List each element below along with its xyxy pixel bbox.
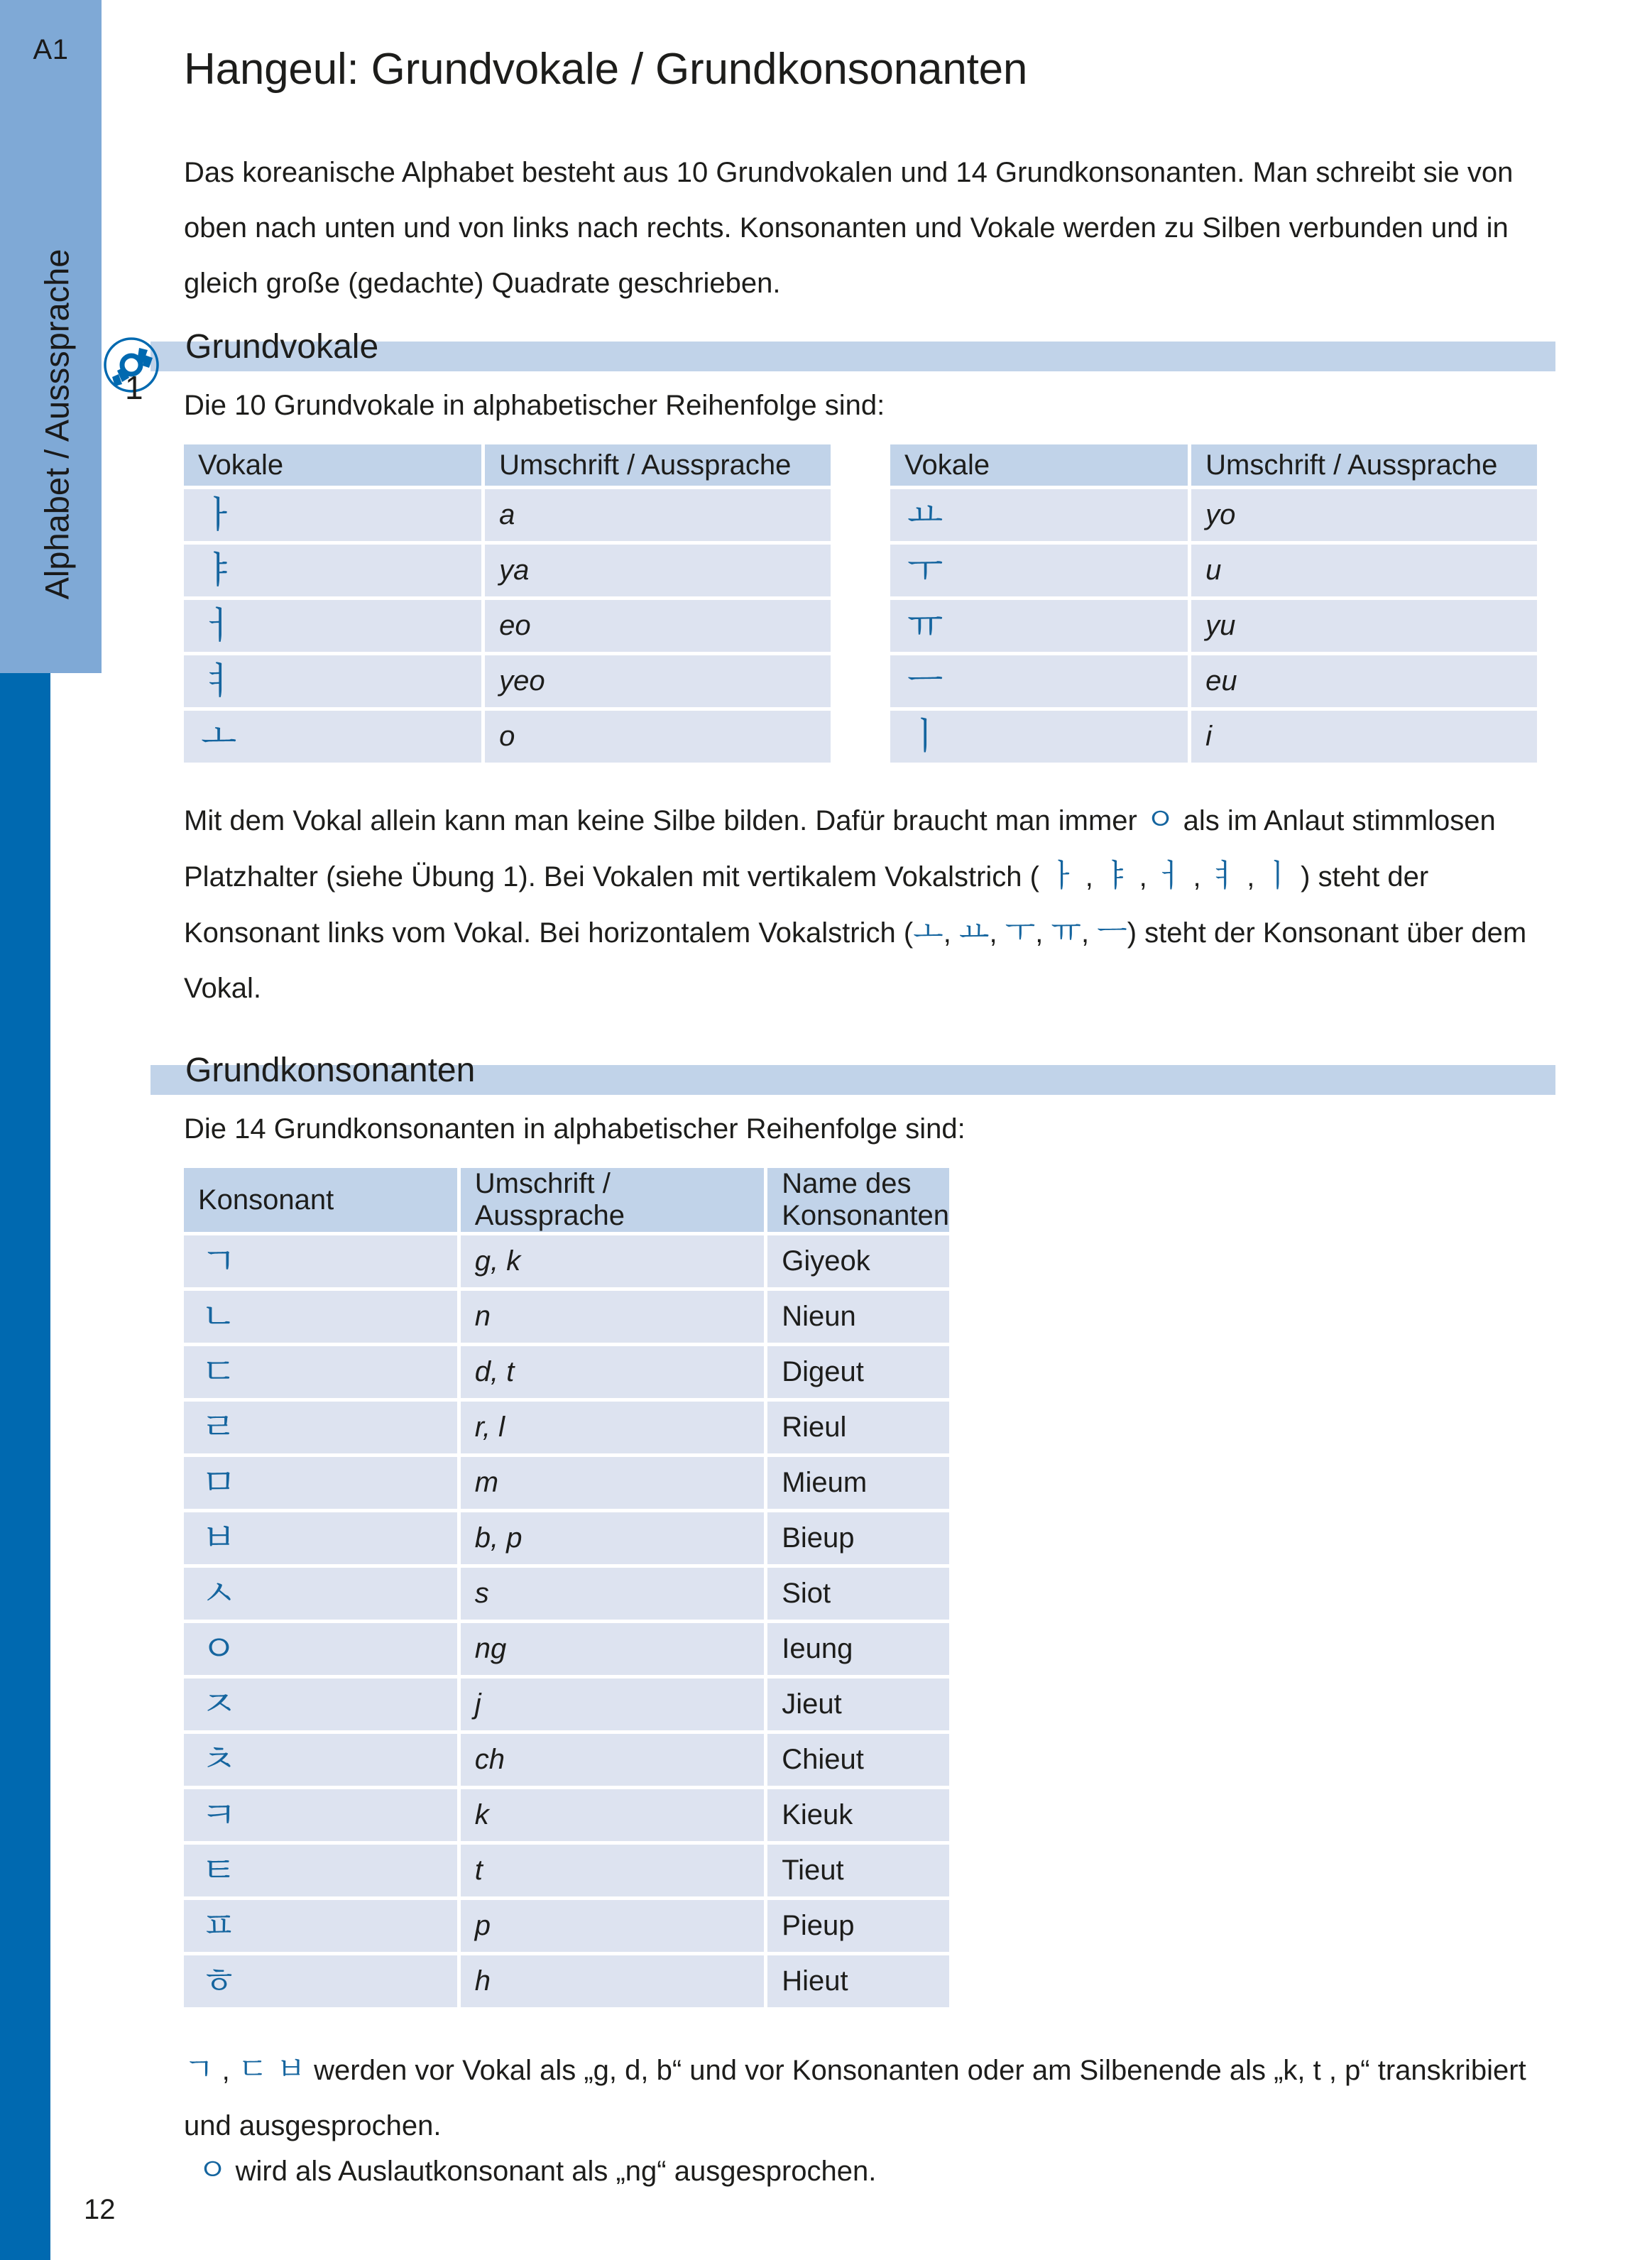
table-row	[890, 711, 1537, 763]
vowel-glyph-cell	[890, 711, 1191, 763]
transcription-cell	[461, 1568, 767, 1623]
table-row	[184, 1568, 949, 1623]
table-row	[184, 1346, 949, 1402]
transcription-cell	[461, 1623, 767, 1678]
transcription-text: j	[474, 1688, 481, 1720]
transcription-text: a	[499, 499, 515, 530]
consonant-name-cell	[767, 1845, 949, 1900]
hangul-glyph-inline: ㅣ	[1262, 858, 1293, 894]
consonant-name-text: Chieut	[782, 1744, 864, 1775]
hangul-glyph: ㅌ	[201, 1849, 237, 1892]
hangul-glyph: ㅁ	[201, 1461, 237, 1505]
vowel-glyph-cell	[890, 545, 1191, 600]
consonants-table	[184, 1168, 949, 2007]
vowel-glyph-cell	[184, 545, 485, 600]
note-text: ,	[1035, 917, 1051, 949]
consonant-glyph-cell	[184, 1512, 461, 1568]
consonant-name-cell	[767, 1900, 949, 1955]
note-text: wird als Auslautkonsonant als „ng“ ausgesprochen.	[227, 2156, 877, 2187]
table-row	[184, 1734, 949, 1789]
audio-track-number: 1	[125, 369, 143, 406]
page-number: 12	[84, 2194, 116, 2225]
hangul-glyph: ㅊ	[201, 1738, 237, 1781]
transcription-text: ng	[474, 1633, 507, 1664]
consonant-name-text: Digeut	[782, 1356, 864, 1387]
vowel-note-paragraph	[184, 792, 1555, 1016]
transcription-text: k	[474, 1799, 489, 1830]
consonant-name-cell	[767, 1402, 949, 1457]
transcription-cell	[485, 711, 831, 763]
hangul-glyph-inline: ㅇ	[197, 2152, 228, 2188]
intro-paragraph: Das koreanische Alphabet besteht aus 10 Grundvokalen und 14 Grundkonsonanten. Man schreibt sie von oben nach unten und von links nach rechts. Konsonanten und Vokale werden zu Silben verbunden und in gleich große (gedachte) Quadrate geschrieben.	[184, 157, 1514, 299]
hangul-glyph: ㅋ	[201, 1794, 237, 1837]
table-row	[184, 600, 831, 655]
transcription-text: g, k	[474, 1245, 521, 1277]
transcription-text: o	[499, 721, 515, 752]
vowel-glyph-cell	[890, 655, 1191, 711]
note-text: ,	[214, 2055, 238, 2086]
transcription-cell	[485, 655, 831, 711]
consonant-name-cell	[767, 1623, 949, 1678]
hangul-glyph-inline: ㅇ	[1144, 802, 1176, 838]
transcription-cell	[461, 1235, 767, 1291]
hangul-glyph: ㅈ	[201, 1683, 237, 1726]
transcription-text: p	[474, 1910, 491, 1941]
vowel-glyph-cell	[184, 600, 485, 655]
consonant-name-cell	[767, 1678, 949, 1734]
vowel-glyph-cell	[890, 600, 1191, 655]
table-header-row	[184, 444, 831, 489]
vowel-glyph-cell	[184, 655, 485, 711]
table-row	[890, 655, 1537, 711]
hangul-glyph-inline: ㅕ	[1208, 858, 1240, 894]
consonant-glyph-cell	[184, 1623, 461, 1678]
consonant-name-cell	[767, 1291, 949, 1346]
table-row	[184, 1955, 949, 2007]
consonant-name-text: Rieul	[782, 1412, 847, 1443]
transcription-text: n	[474, 1301, 491, 1332]
table-row	[890, 600, 1537, 655]
hangul-glyph-inline: ㅠ	[1051, 914, 1081, 950]
note-text: ) steht der Konsonant über dem Vokal.	[184, 917, 1527, 1004]
consonant-name-cell	[767, 1568, 949, 1623]
section-title-consonants: Grundkonsonanten	[185, 1052, 476, 1089]
hangul-glyph-inline: ㄱ	[184, 2051, 214, 2087]
hangul-glyph: ㅂ	[201, 1517, 237, 1560]
transcription-text: yu	[1205, 610, 1236, 641]
section-title-vowels: Grundvokale	[185, 328, 379, 366]
table-row	[184, 1512, 949, 1568]
transcription-text: t	[474, 1855, 483, 1886]
column-header-transcription: Umschrift / Aussprache	[485, 444, 831, 489]
consonant-name-cell	[767, 1346, 949, 1402]
level-code: A1	[33, 34, 69, 65]
consonant-name-text: Bieup	[782, 1522, 855, 1554]
column-header-transcription: Umschrift / Aussprache	[1191, 444, 1537, 489]
transcription-cell	[461, 1955, 767, 2007]
transcription-text: ya	[499, 555, 530, 586]
consonant-name-text: Jieut	[782, 1688, 842, 1720]
consonant-glyph-cell	[184, 1346, 461, 1402]
vowel-glyph-cell	[184, 489, 485, 545]
note-text: werden vor Vokal als „g, d, b“ und vor Konsonanten oder am Silbenende als „k, t , p“ transkribiert und ausgesprochen.	[184, 2055, 1526, 2141]
hangul-glyph: ㅛ	[907, 493, 943, 537]
transcription-text: yeo	[499, 665, 545, 697]
note-text: ,	[1077, 861, 1101, 892]
transcription-cell	[1191, 711, 1537, 763]
transcription-text: eu	[1205, 665, 1237, 697]
note-text	[268, 2055, 275, 2086]
footnote-ieung	[197, 2153, 1569, 2189]
hangul-glyph-inline: ㄷ	[237, 2051, 268, 2087]
transcription-cell	[1191, 489, 1537, 545]
hangul-glyph-inline: ㅏ	[1047, 858, 1078, 894]
table-row	[184, 1900, 949, 1955]
page-title: Hangeul: Grundvokale / Grundkonsonanten	[184, 45, 1028, 94]
hangul-glyph-inline: ㅓ	[1154, 858, 1186, 894]
consonant-name-cell	[767, 1235, 949, 1291]
hangul-glyph: ㅇ	[201, 1627, 237, 1671]
transcription-cell	[1191, 600, 1537, 655]
note-text: ,	[1081, 917, 1098, 949]
transcription-cell	[461, 1845, 767, 1900]
table-row	[184, 489, 831, 545]
column-header-name: Name des Konsonanten	[767, 1168, 949, 1235]
transcription-text: s	[474, 1578, 489, 1609]
hangul-glyph-inline: ㅂ	[275, 2051, 307, 2087]
table-row	[184, 711, 831, 763]
hangul-glyph: ㅠ	[907, 604, 943, 648]
transcription-cell	[485, 600, 831, 655]
hangul-glyph-inline: ㅛ	[958, 914, 990, 950]
transcription-text: r, l	[474, 1412, 505, 1443]
transcription-text: ch	[474, 1744, 505, 1775]
hangul-glyph: ㄴ	[201, 1295, 237, 1338]
transcription-cell	[485, 545, 831, 600]
consonants-lead-text: Die 14 Grundkonsonanten in alphabetischer Reihenfolge sind:	[184, 1113, 966, 1145]
hangul-glyph: ㅍ	[201, 1904, 237, 1948]
consonant-name-cell	[767, 1512, 949, 1568]
consonant-glyph-cell	[184, 1845, 461, 1900]
hangul-glyph-inline: ㅑ	[1100, 858, 1132, 894]
transcription-text: h	[474, 1965, 491, 1997]
hangul-glyph: ㄹ	[201, 1406, 237, 1449]
note-text: ,	[1185, 861, 1209, 892]
transcription-text: eo	[499, 610, 531, 641]
consonant-glyph-cell	[184, 1734, 461, 1789]
transcription-text: m	[474, 1467, 499, 1498]
table-row	[184, 545, 831, 600]
vowel-glyph-cell	[890, 489, 1191, 545]
footnote-plosives	[184, 2042, 1555, 2153]
transcription-text: u	[1205, 555, 1222, 586]
hangul-glyph: ㄱ	[201, 1240, 237, 1283]
transcription-cell	[461, 1734, 767, 1789]
note-text: ,	[943, 917, 959, 949]
note-text: ,	[1131, 861, 1155, 892]
hangul-glyph: ㅓ	[201, 604, 237, 648]
hangul-glyph: ㅡ	[907, 660, 943, 703]
hangul-glyph: ㅑ	[201, 549, 237, 592]
transcription-text: d, t	[474, 1356, 515, 1387]
consonant-name-text: Tieut	[782, 1855, 844, 1886]
transcription-text: i	[1205, 721, 1213, 752]
column-header-transcription: Umschrift / Aussprache	[461, 1168, 767, 1235]
consonant-glyph-cell	[184, 1678, 461, 1734]
column-header-vowel: Vokale	[184, 444, 485, 489]
note-text: ,	[1239, 861, 1263, 892]
table-row	[184, 1623, 949, 1678]
hangul-glyph: ㅎ	[201, 1960, 237, 2003]
table-row	[184, 1291, 949, 1346]
note-text: Mit dem Vokal allein kann man keine Silbe bilden. Dafür braucht man immer	[184, 805, 1145, 836]
transcription-cell	[461, 1900, 767, 1955]
consonant-name-cell	[767, 1789, 949, 1845]
consonant-glyph-cell	[184, 1789, 461, 1845]
hangul-glyph-inline: ㅜ	[1005, 914, 1036, 950]
table-row	[184, 1457, 949, 1512]
consonant-name-text: Mieum	[782, 1467, 868, 1498]
hangul-glyph-inline: ㅡ	[1097, 914, 1127, 950]
consonant-name-cell	[767, 1955, 949, 2007]
consonant-glyph-cell	[184, 1900, 461, 1955]
vowel-glyph-cell	[184, 711, 485, 763]
transcription-cell	[461, 1789, 767, 1845]
consonant-glyph-cell	[184, 1955, 461, 2007]
transcription-cell	[485, 489, 831, 545]
transcription-cell	[461, 1457, 767, 1512]
vowels-table-right	[890, 444, 1537, 763]
consonant-name-text: Giyeok	[782, 1245, 870, 1277]
consonant-name-cell	[767, 1457, 949, 1512]
consonant-glyph-cell	[184, 1291, 461, 1346]
table-row	[184, 655, 831, 711]
note-text: als im Anlaut stimmlosen Platzhalter (siehe Übung 1). Bei Vokalen mit vertikalem Vokalstrich (	[184, 805, 1496, 892]
vowels-table-left	[184, 444, 831, 763]
consonant-name-text: Nieun	[782, 1301, 856, 1332]
transcription-text: b, p	[474, 1522, 523, 1554]
transcription-cell	[1191, 545, 1537, 600]
transcription-text: yo	[1205, 499, 1236, 530]
consonant-name-text: Ieung	[782, 1633, 853, 1664]
hangul-glyph: ㅗ	[201, 715, 237, 758]
consonant-name-text: Hieut	[782, 1965, 848, 1997]
transcription-cell	[461, 1512, 767, 1568]
transcription-cell	[461, 1346, 767, 1402]
column-header-consonant: Konsonant	[184, 1168, 461, 1235]
transcription-cell	[461, 1678, 767, 1734]
consonant-glyph-cell	[184, 1235, 461, 1291]
transcription-cell	[461, 1291, 767, 1346]
hangul-glyph: ㅅ	[201, 1572, 237, 1615]
transcription-cell	[1191, 655, 1537, 711]
consonant-name-text: Pieup	[782, 1910, 855, 1941]
hangul-glyph: ㅕ	[201, 660, 237, 703]
table-header-row	[184, 1168, 949, 1235]
column-header-vowel: Vokale	[890, 444, 1191, 489]
table-row	[184, 1678, 949, 1734]
chapter-label: Alphabet / Ausssprache	[38, 249, 76, 600]
table-header-row	[890, 444, 1537, 489]
consonant-glyph-cell	[184, 1568, 461, 1623]
consonant-name-text: Kieuk	[782, 1799, 853, 1830]
table-row	[184, 1789, 949, 1845]
note-text: ,	[989, 917, 1005, 949]
hangul-glyph: ㅜ	[907, 549, 943, 592]
consonant-name-text: Siot	[782, 1578, 831, 1609]
note-text: ) steht der Konsonant links vom Vokal. Bei horizontalem Vokalstrich (	[184, 861, 1429, 949]
consonant-glyph-cell	[184, 1457, 461, 1512]
table-row	[890, 545, 1537, 600]
hangul-glyph: ㅣ	[907, 715, 943, 758]
table-row	[184, 1235, 949, 1291]
vowels-lead-text: Die 10 Grundvokale in alphabetischer Reihenfolge sind:	[184, 390, 885, 421]
table-row	[890, 489, 1537, 545]
hangul-glyph: ㅏ	[201, 493, 237, 537]
table-row	[184, 1845, 949, 1900]
transcription-cell	[461, 1402, 767, 1457]
consonant-glyph-cell	[184, 1402, 461, 1457]
consonant-name-cell	[767, 1734, 949, 1789]
hangul-glyph-inline: ㅗ	[913, 914, 943, 950]
table-row	[184, 1402, 949, 1457]
hangul-glyph: ㄷ	[201, 1350, 237, 1394]
